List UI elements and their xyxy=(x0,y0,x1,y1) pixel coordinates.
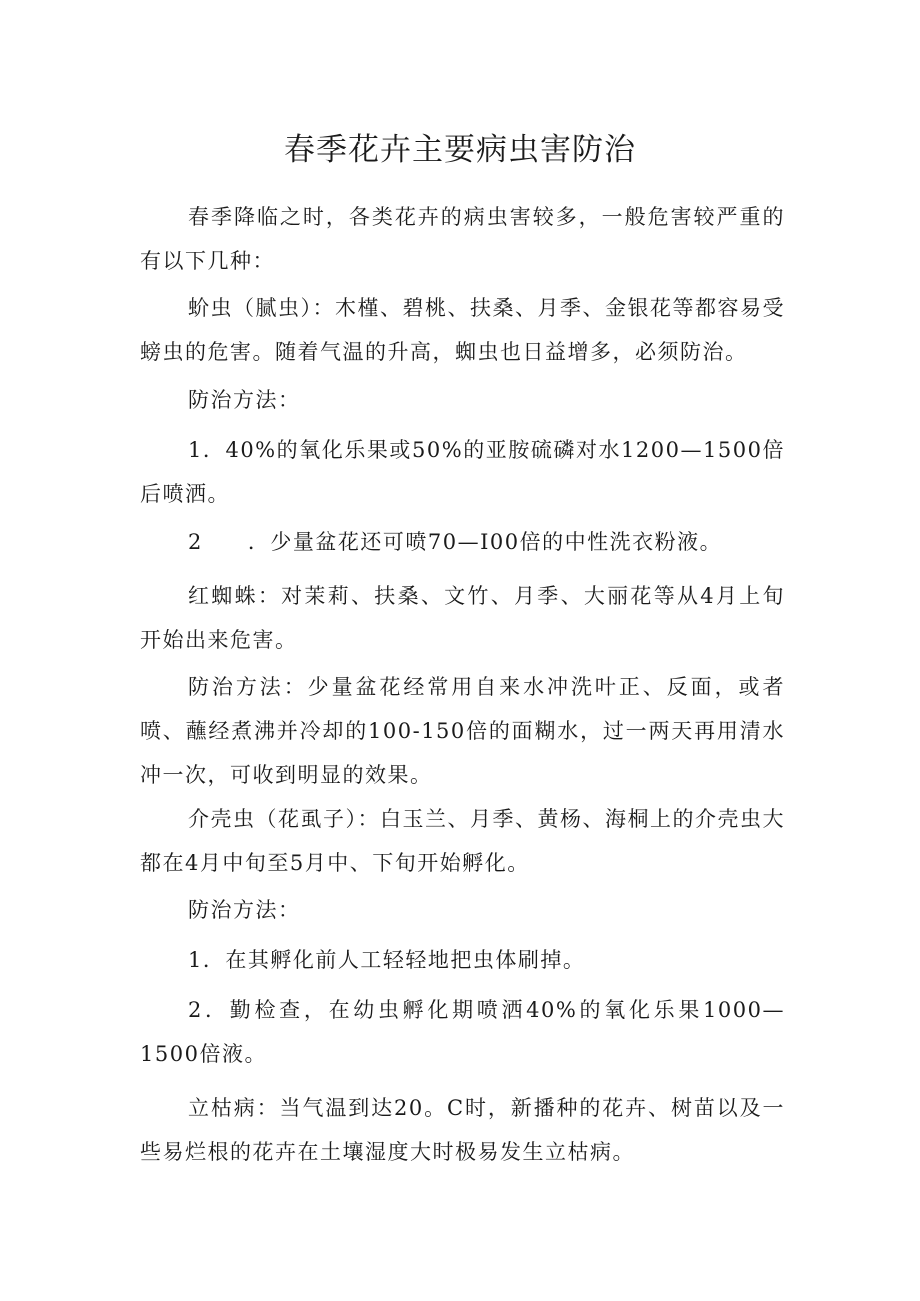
paragraph-red-spider: 红蜘蛛：对茉莉、扶桑、文竹、月季、大丽花等从4月上旬开始出来危害。 xyxy=(140,584,785,652)
paragraph-method-2: 防治方法：少量盆花经常用自来水冲洗叶正、反面，或者喷、蘸经煮沸并冷却的100-150倍的面糊水，过一两天再用清水冲一次，可收到明显的效果。 xyxy=(140,675,785,787)
paragraph-intro: 春季降临之时，各类花卉的病虫害较多，一般危害较严重的有以下几种： xyxy=(140,205,785,273)
paragraph-method-1-item-2: 2 ．少量盆花还可喷70—I00倍的中性洗衣粉液。 xyxy=(188,530,723,554)
paragraph-damping-off: 立枯病：当气温到达20。C时，新播种的花卉、树苗以及一些易烂根的花卉在土壤湿度大时极易发生立枯病。 xyxy=(140,1096,785,1164)
document-title: 春季花卉主要病虫害防治 xyxy=(284,132,636,168)
paragraph-scale-insect: 介壳虫（花虱子）：白玉兰、月季、黄杨、海桐上的介壳虫大都在4月中旬至5月中、下旬开始孵化。 xyxy=(140,807,785,875)
paragraph-method-3-item-2: 2．勤检查，在幼虫孵化期喷洒40%的氧化乐果1000—1500倍液。 xyxy=(140,998,785,1066)
paragraph-aphid: 蚧虫（腻虫）：木槿、碧桃、扶桑、月季、金银花等都容易受螃虫的危害。随着气温的升高，蜘虫也日益增多，必须防治。 xyxy=(140,296,785,364)
paragraph-method-heading-1: 防治方法： xyxy=(188,388,301,412)
paragraph-method-1-item-1: 1．40%的氧化乐果或50%的亚胺硫磷对水1200—1500倍后喷洒。 xyxy=(140,438,785,506)
paragraph-method-3-item-1: 1．在其孵化前人工轻轻地把虫体刷掉。 xyxy=(188,948,586,972)
paragraph-method-heading-3: 防治方法： xyxy=(188,898,301,922)
